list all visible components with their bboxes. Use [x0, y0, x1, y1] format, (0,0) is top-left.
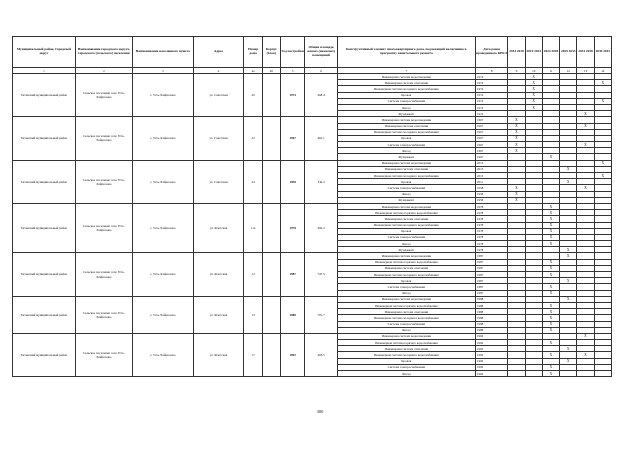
block-cell: [262, 160, 280, 203]
period-3-mark: X: [542, 371, 559, 377]
last-repair-cell: 1967: [475, 123, 507, 129]
period-5-mark: X: [577, 111, 594, 117]
house-number-cell: 12: [244, 253, 262, 296]
period-2-mark: X: [525, 86, 542, 92]
period-4-mark: [560, 371, 577, 377]
element-cell: Инженерная система отопления: [337, 346, 475, 352]
locality-cell: с. Усть-Хайрюзово: [132, 74, 193, 117]
period-3-mark: X: [542, 210, 559, 216]
period-2-mark: X: [525, 74, 542, 80]
district-cell: Титанский муниципальный район: [13, 333, 76, 376]
header-period-4: 2029 2033: [560, 37, 577, 68]
period-1-mark: X: [508, 123, 525, 129]
element-cell: Кровля: [337, 92, 475, 98]
element-cell: Система электроснабжения: [337, 284, 475, 290]
build-year-cell: 1958: [280, 160, 304, 203]
period-5-mark: [577, 371, 594, 377]
column-number: 4б: [262, 68, 280, 74]
period-4-mark: X: [560, 247, 577, 253]
last-repair-cell: 1987: [475, 259, 507, 265]
period-3-mark: X: [542, 302, 559, 308]
last-repair-cell: 1974: [475, 111, 507, 117]
element-cell: Инженерная система горячего водоснабжения: [337, 259, 475, 265]
period-1-mark: X: [508, 185, 525, 191]
document-sheet: [12, 36, 612, 377]
last-repair-cell: 2011: [475, 179, 507, 185]
period-3-mark: X: [542, 265, 559, 271]
period-5-mark: X: [577, 333, 594, 339]
element-cell: Инженерная система водоотведения: [337, 117, 475, 123]
header-block: Корпус (блок): [262, 37, 280, 68]
period-5-mark: X: [577, 123, 594, 129]
element-cell: Фундамент: [337, 111, 475, 117]
street-cell: ул. Советская: [193, 74, 244, 117]
element-cell: Система электроснабжения: [337, 364, 475, 370]
last-repair-cell: 1988: [475, 302, 507, 308]
period-3-mark: X: [542, 259, 559, 265]
last-repair-cell: 1987: [475, 253, 507, 259]
column-number: 4а: [244, 68, 262, 74]
column-number: 2: [75, 68, 132, 74]
last-repair-cell: 1987: [475, 272, 507, 278]
house-number-cell: 24: [244, 160, 262, 203]
district-cell: Титанский муниципальный район: [13, 296, 76, 333]
table-body: [13, 74, 612, 377]
last-repair-cell: 1992: [475, 352, 507, 358]
locality-cell: с. Усть-Хайрюзово: [132, 296, 193, 333]
element-cell: Инженерная система горячего водоснабжения: [337, 302, 475, 308]
element-cell: Кровля: [337, 179, 475, 185]
settlement-cell: Сельское поселение село Усть-Хайрюзово: [75, 333, 132, 376]
column-number: 13: [577, 68, 594, 74]
element-cell: Инженерная система водоотведения: [337, 160, 475, 166]
element-cell: Инженерная система холодного водоснабжения: [337, 352, 475, 358]
settlement-cell: Сельское поселение село Усть-Хайрюзово: [75, 253, 132, 296]
element-cell: Фасад: [337, 104, 475, 110]
header-address: Адрес: [193, 37, 244, 68]
element-cell: Инженерная система отопления: [337, 123, 475, 129]
last-repair-cell: 2013: [475, 166, 507, 172]
block-cell: [262, 333, 280, 376]
header-last-repair: Дата ранее проведенного КРКЭ: [475, 37, 507, 68]
house-number-cell: 13: [244, 296, 262, 333]
period-3-mark: X: [542, 216, 559, 222]
period-6-mark: X: [594, 80, 611, 86]
block-cell: [262, 74, 280, 117]
last-repair-cell: 1967: [475, 135, 507, 141]
last-repair-cell: 1987: [475, 265, 507, 271]
period-5-mark: X: [577, 352, 594, 358]
last-repair-cell: 1992: [475, 346, 507, 352]
element-cell: Инженерная система холодного водоснабжения: [337, 86, 475, 92]
last-repair-cell: 1978: [475, 241, 507, 247]
element-cell: Инженерная система отопления: [337, 80, 475, 86]
period-3-mark: X: [542, 352, 559, 358]
last-repair-cell: 1978: [475, 234, 507, 240]
table-header: [13, 37, 612, 74]
build-year-cell: 1967: [280, 117, 304, 160]
period-5-mark: X: [577, 142, 594, 148]
element-cell: Фундамент: [337, 197, 475, 203]
last-repair-cell: 1987: [475, 290, 507, 296]
district-cell: Титанский муниципальный район: [13, 253, 76, 296]
period-3-mark: X: [542, 321, 559, 327]
settlement-cell: Сельское поселение село Усть-Хайрюзово: [75, 296, 132, 333]
last-repair-cell: 1958: [475, 191, 507, 197]
header-house-number: Номер дома: [244, 37, 262, 68]
last-repair-cell: 1967: [475, 117, 507, 123]
period-6-mark: X: [594, 98, 611, 104]
element-cell: Кровля: [337, 228, 475, 234]
block-cell: [262, 117, 280, 160]
header-element: Конструктивный элемент многоквартирного дома, подлежащий включению в программу капитального ремонта: [337, 37, 475, 68]
last-repair-cell: 1958: [475, 185, 507, 191]
block-cell: [262, 296, 280, 333]
last-repair-cell: 1967: [475, 129, 507, 135]
last-repair-cell: 1992: [475, 358, 507, 364]
last-repair-cell: 1992: [475, 333, 507, 339]
element-cell: Фасад: [337, 148, 475, 154]
street-cell: ул. Советская: [193, 160, 244, 203]
last-repair-cell: 1992: [475, 364, 507, 370]
locality-cell: с. Усть-Хайрюзово: [132, 117, 193, 160]
block-cell: [262, 203, 280, 253]
element-cell: Фасад: [337, 290, 475, 296]
district-cell: Титанский муниципальный район: [13, 74, 76, 117]
house-number-cell: 17: [244, 333, 262, 376]
period-1-mark: X: [508, 135, 525, 141]
last-repair-cell: 2013: [475, 160, 507, 166]
period-3-mark: X: [542, 315, 559, 321]
period-4-mark: X: [560, 278, 577, 284]
area-cell: 468.4: [305, 74, 337, 117]
header-period-6: 2039 2043: [594, 37, 611, 68]
period-3-mark: X: [542, 203, 559, 209]
column-number: 6: [305, 68, 337, 74]
period-3-mark: X: [542, 284, 559, 290]
period-3-mark: X: [542, 290, 559, 296]
repair-program-table: [12, 36, 612, 377]
column-number: 7: [337, 68, 475, 74]
element-cell: Система электроснабжения: [337, 98, 475, 104]
element-cell: Инженерная система горячего водоснабжения: [337, 340, 475, 346]
element-cell: Система электроснабжения: [337, 321, 475, 327]
last-repair-cell: 1974: [475, 74, 507, 80]
settlement-cell: Сельское поселение село Усть-Хайрюзово: [75, 160, 132, 203]
block-cell: [262, 253, 280, 296]
build-year-cell: 1978: [280, 203, 304, 253]
last-repair-cell: 1988: [475, 315, 507, 321]
period-2-mark: X: [525, 104, 542, 110]
element-cell: Фасад: [337, 241, 475, 247]
column-number: 4: [193, 68, 244, 74]
settlement-cell: Сельское поселение село Усть-Хайрюзово: [75, 117, 132, 160]
street-cell: ул. Флотская: [193, 296, 244, 333]
column-number: 5: [280, 68, 304, 74]
column-number: 10: [525, 68, 542, 74]
area-cell: 492.2: [305, 203, 337, 253]
element-cell: Фасад: [337, 327, 475, 333]
last-repair-cell: 1988: [475, 327, 507, 333]
area-cell: 336.2: [305, 160, 337, 203]
last-repair-cell: 1992: [475, 371, 507, 377]
period-3-mark: X: [542, 327, 559, 333]
last-repair-cell: 1978: [475, 216, 507, 222]
element-cell: Инженерная система водоотведения: [337, 203, 475, 209]
last-repair-cell: 1974: [475, 92, 507, 98]
header-settlement: Наименование городского округа, городского (сельского) поселения: [75, 37, 132, 68]
period-4-mark: X: [560, 179, 577, 185]
district-cell: Титанский муниципальный район: [13, 160, 76, 203]
period-1-mark: X: [508, 197, 525, 203]
period-6-mark: X: [594, 173, 611, 179]
settlement-cell: Сельское поселение село Усть-Хайрюзово: [75, 203, 132, 253]
settlement-cell: Сельское поселение село Усть-Хайрюзово: [75, 74, 132, 117]
period-4-mark: X: [560, 346, 577, 352]
build-year-cell: 1974: [280, 74, 304, 117]
header-period-2: 2019 2023: [525, 37, 542, 68]
period-4-mark: X: [560, 253, 577, 259]
period-1-mark: X: [508, 148, 525, 154]
last-repair-cell: 1974: [475, 80, 507, 86]
house-number-cell: 20: [244, 74, 262, 117]
last-repair-cell: 1987: [475, 278, 507, 284]
last-repair-cell: 1974: [475, 104, 507, 110]
period-3-mark: X: [542, 154, 559, 160]
column-number: 1: [13, 68, 76, 74]
period-6-mark: X: [594, 160, 611, 166]
area-cell: 481.1: [305, 117, 337, 160]
period-6-mark: [594, 371, 611, 377]
element-cell: Инженерная система отопления: [337, 265, 475, 271]
element-cell: Фасад: [337, 191, 475, 197]
period-1-mark: X: [508, 129, 525, 135]
last-repair-cell: 1974: [475, 98, 507, 104]
last-repair-cell: 1988: [475, 321, 507, 327]
element-cell: Инженерная система холодного водоснабжения: [337, 315, 475, 321]
last-repair-cell: 1958: [475, 197, 507, 203]
element-cell: Фундамент: [337, 247, 475, 253]
element-cell: Инженерная система холодного водоснабжения: [337, 173, 475, 179]
last-repair-cell: 1978: [475, 203, 507, 209]
element-cell: Инженерная система водоотведения: [337, 296, 475, 302]
last-repair-cell: 1978: [475, 247, 507, 253]
column-number: 3: [132, 68, 193, 74]
house-number-cell: 22: [244, 117, 262, 160]
last-repair-cell: 1974: [475, 86, 507, 92]
header-period-1: 2014 2018: [508, 37, 525, 68]
element-cell: Инженерная система отопления: [337, 216, 475, 222]
period-1-mark: [508, 371, 525, 377]
period-3-mark: X: [542, 340, 559, 346]
last-repair-cell: 1988: [475, 309, 507, 315]
element-cell: Система электроснабжения: [337, 234, 475, 240]
period-3-mark: X: [542, 364, 559, 370]
element-cell: Инженерная система горячего водоснабжения: [337, 210, 475, 216]
header-district: Муниципальный район, Городской округ: [13, 37, 76, 68]
column-number: 11: [542, 68, 559, 74]
element-cell: Инженерная система холодного водоснабжения: [337, 272, 475, 278]
period-3-mark: X: [542, 222, 559, 228]
locality-cell: с. Усть-Хайрюзово: [132, 203, 193, 253]
header-row: [13, 37, 612, 68]
last-repair-cell: 2013: [475, 173, 507, 179]
element-cell: Кровля: [337, 135, 475, 141]
last-repair-cell: 1988: [475, 296, 507, 302]
element-cell: Инженерная система водоотведения: [337, 253, 475, 259]
period-4-mark: X: [560, 296, 577, 302]
build-year-cell: 1987: [280, 253, 304, 296]
period-3-mark: X: [542, 234, 559, 240]
column-number: 12: [560, 68, 577, 74]
column-number: 9: [508, 68, 525, 74]
element-cell: Фундамент: [337, 154, 475, 160]
period-1-mark: X: [508, 117, 525, 123]
element-cell: Инженерная система отопления: [337, 309, 475, 315]
header-period-3: 2024 2028: [542, 37, 559, 68]
period-2-mark: [525, 371, 542, 377]
street-cell: ул. Флотская: [193, 253, 244, 296]
element-cell: Система электроснабжения: [337, 185, 475, 191]
period-4-mark: X: [560, 358, 577, 364]
header-build-year: Год постройки: [280, 37, 304, 68]
element-cell: Кровля: [337, 358, 475, 364]
column-number: 14: [594, 68, 611, 74]
page-number: 300: [316, 409, 324, 414]
locality-cell: с. Усть-Хайрюзово: [132, 253, 193, 296]
element-cell: Инженерная система холодного водоснабжения: [337, 129, 475, 135]
area-cell: 701.7: [305, 296, 337, 333]
header-period-5: 2034 2038: [577, 37, 594, 68]
period-2-mark: X: [525, 98, 542, 104]
build-year-cell: 1988: [280, 296, 304, 333]
locality-cell: с. Усть-Хайрюзово: [132, 160, 193, 203]
area-cell: 463.5: [305, 333, 337, 376]
period-1-mark: X: [508, 142, 525, 148]
period-3-mark: X: [542, 241, 559, 247]
district-cell: Титанский муниципальный район: [13, 203, 76, 253]
header-locality: Наименование населенного пункта: [132, 37, 193, 68]
period-2-mark: X: [525, 92, 542, 98]
period-3-mark: X: [542, 228, 559, 234]
period-4-mark: X: [560, 166, 577, 172]
element-cell: Инженерная система отопления: [337, 166, 475, 172]
district-cell: Титанский муниципальный район: [13, 117, 76, 160]
element-cell: Кровля: [337, 278, 475, 284]
build-year-cell: 1992: [280, 333, 304, 376]
element-cell: Фасад: [337, 371, 475, 377]
street-cell: ул. Флотская: [193, 203, 244, 253]
locality-cell: с. Усть-Хайрюзово: [132, 333, 193, 376]
last-repair-cell: 1967: [475, 154, 507, 160]
street-cell: ул. Советская: [193, 117, 244, 160]
street-cell: ул. Флотская: [193, 333, 244, 376]
house-number-cell: 11а: [244, 203, 262, 253]
element-cell: Инженерная система водоотведения: [337, 333, 475, 339]
last-repair-cell: 1978: [475, 210, 507, 216]
header-area: Общая площадь жилых (нежилых) помещений: [305, 37, 337, 68]
last-repair-cell: 1978: [475, 222, 507, 228]
last-repair-cell: 1978: [475, 228, 507, 234]
element-cell: Инженерная система холодного водоснабжения: [337, 222, 475, 228]
element-cell: Инженерная система водоотведения: [337, 74, 475, 80]
period-2-mark: X: [525, 80, 542, 86]
last-repair-cell: 1967: [475, 148, 507, 154]
element-cell: Система электроснабжения: [337, 142, 475, 148]
period-5-mark: X: [577, 185, 594, 191]
period-3-mark: X: [542, 309, 559, 315]
area-cell: 725.5: [305, 253, 337, 296]
last-repair-cell: 1967: [475, 142, 507, 148]
last-repair-cell: 1992: [475, 340, 507, 346]
period-3-mark: X: [542, 272, 559, 278]
period-1-mark: X: [508, 191, 525, 197]
column-number: 8: [475, 68, 507, 74]
last-repair-cell: 1987: [475, 284, 507, 290]
